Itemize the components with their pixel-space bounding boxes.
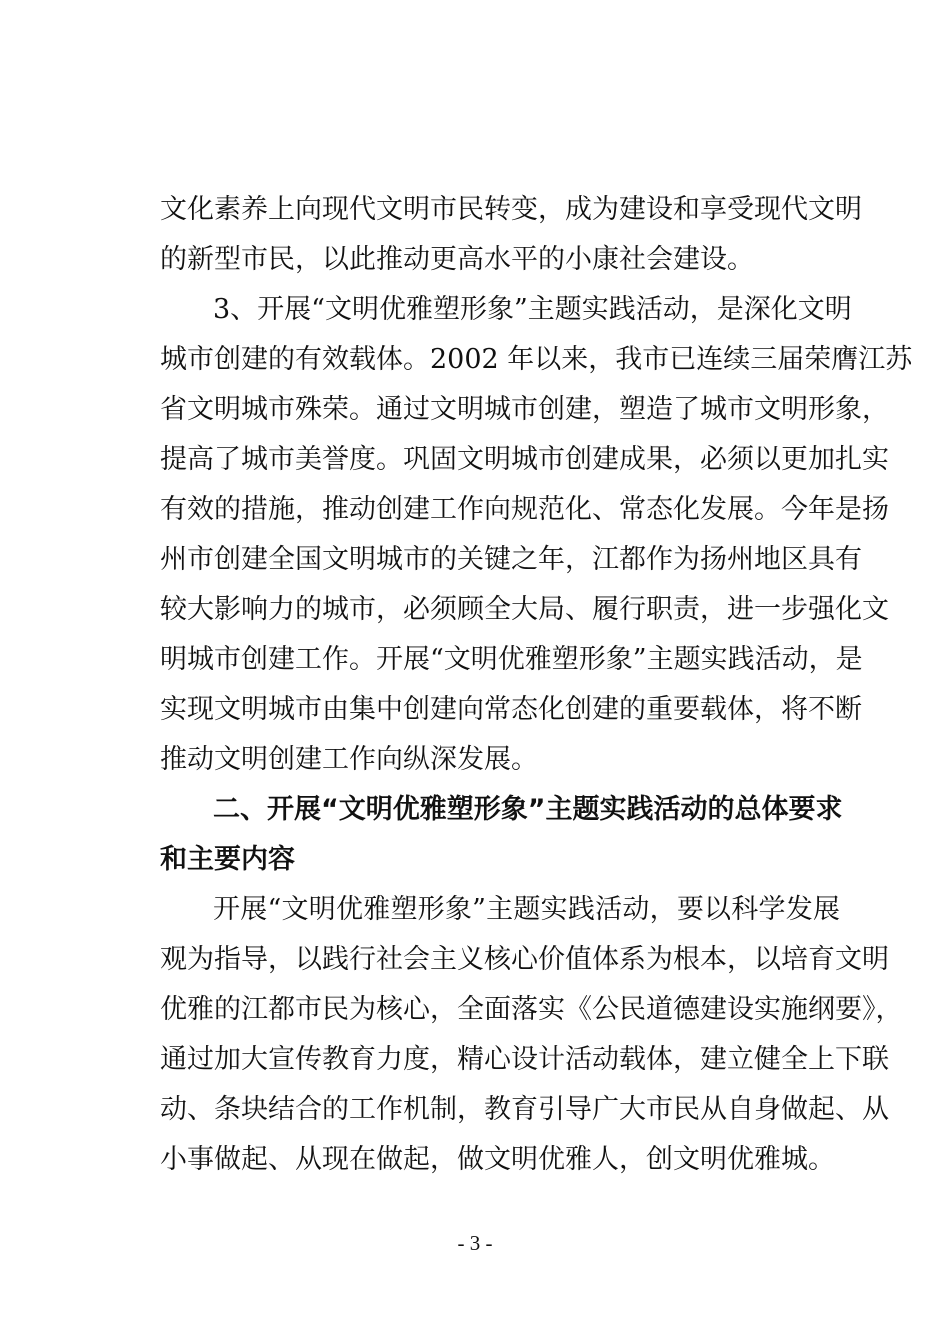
paragraph-2-line-1: 3、开展“文明优雅塑形象”主题实践活动，是深化文明 [213, 294, 852, 325]
paragraph-3-line-3: 优雅的江都市民为核心，全面落实《公民道德建设实施纲要》， [160, 994, 903, 1025]
paragraph-2-line-7: 较大影响力的城市，必须顾全大局、履行职责，进一步强化文 [160, 594, 889, 625]
page-number: - 3 - [457, 1231, 493, 1255]
paragraph-2-line-9: 实现文明城市由集中创建向常态化创建的重要载体，将不断 [160, 694, 862, 725]
paragraph-1-line-1: 文化素养上向现代文明市民转变，成为建设和享受现代文明 [160, 194, 862, 225]
paragraph-2-line-3: 省文明城市殊荣。通过文明城市创建，塑造了城市文明形象， [160, 394, 889, 425]
section-heading-line-1: 二、开展“文明优雅塑形象”主题实践活动的总体要求 [213, 794, 843, 825]
paragraph-3-line-5: 动、条块结合的工作机制，教育引导广大市民从自身做起、从 [160, 1094, 889, 1125]
paragraph-3-line-6: 小事做起、从现在做起，做文明优雅人，创文明优雅城。 [160, 1144, 835, 1175]
paragraph-2-line-10: 推动文明创建工作向纵深发展。 [160, 744, 538, 775]
paragraph-1-line-2: 的新型市民，以此推动更高水平的小康社会建设。 [160, 244, 754, 275]
paragraph-2-line-4: 提高了城市美誉度。巩固文明城市创建成果，必须以更加扎实 [160, 444, 889, 475]
paragraph-2-line-5: 有效的措施，推动创建工作向规范化、常态化发展。今年是扬 [160, 494, 889, 525]
paragraph-2-line-6: 州市创建全国文明城市的关键之年，江都作为扬州地区具有 [160, 544, 862, 575]
section-heading-line-2: 和主要内容 [160, 844, 295, 875]
paragraph-2-line-8: 明城市创建工作。开展“文明优雅塑形象”主题实践活动，是 [160, 644, 863, 675]
paragraph-3-line-1: 开展“文明优雅塑形象”主题实践活动，要以科学发展 [213, 894, 840, 925]
paragraph-3-line-4: 通过加大宣传教育力度，精心设计活动载体，建立健全上下联 [160, 1044, 889, 1075]
paragraph-2-line-2: 城市创建的有效载体。2002 年以来，我市已连续三届荣膺江苏 [160, 344, 913, 375]
paragraph-3-line-2: 观为指导，以践行社会主义核心价值体系为根本，以培育文明 [160, 944, 889, 975]
